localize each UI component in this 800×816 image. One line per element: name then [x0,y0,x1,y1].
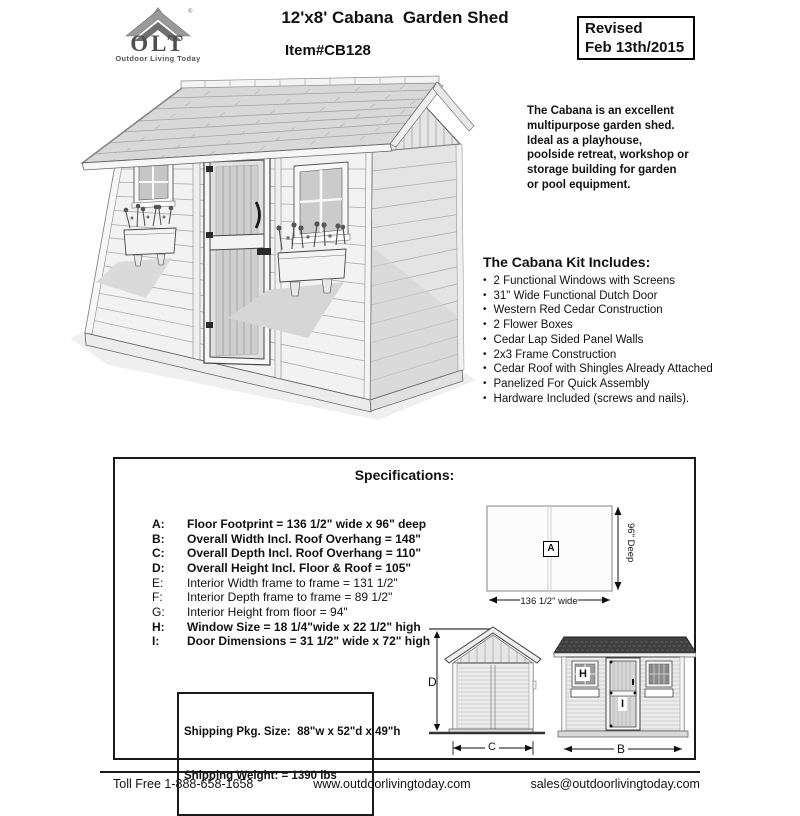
kit-item-text: Cedar Lap Sided Panel Walls [493,333,644,346]
list-item [483,348,763,363]
spec-row: B: Overall Width Incl. Roof Overhang = 148" [152,531,421,546]
dutch-door [204,144,271,365]
shed-illustration [60,70,480,430]
list-item [483,274,763,289]
side-elevation-drawing [550,623,696,758]
hinge [206,166,213,172]
height-dimension-label: D [428,675,437,689]
list-item [483,392,763,407]
list-item [483,377,763,392]
floor-plan-diagram [485,499,650,611]
footer-phone: Toll Free 1-888-658-1658 [113,777,254,791]
spec-row: F: Interior Depth frame to frame = 89 1/2" [152,589,393,604]
flower-box [124,228,176,255]
front-elevation-diagram [427,619,552,759]
kit-item-text: Western Red Cedar Construction [493,304,663,317]
product-description: The Cabana is an excellent multipurpose garden shed. Ideal as a playhouse, poolside retreat, workshop or storage building for garden or pool equipment. [527,105,689,191]
list-item [483,318,763,333]
shipping-weight: Shipping Weight: = 1390 lbs [184,769,337,782]
revised-date: Feb 13th/2015 [585,39,685,56]
front-elevation-drawing [427,619,552,759]
window-label-h: H [576,667,590,681]
floor-plan-label-a: A [543,541,559,557]
svg-text:®: ® [188,9,193,15]
bullet-icon: • [483,392,487,404]
brand-name: OLT [130,31,186,56]
page-title: 12'x8' Cabana Garden Shed [281,8,509,27]
footer-email: sales@outdoorlivingtoday.com [530,777,700,791]
side-elevation-diagram [550,623,696,758]
list-item [483,303,763,318]
item-number: Item#CB128 [285,42,371,59]
spec-row: H: Window Size = 18 1/4"wide x 22 1/2" high [152,619,421,634]
kit-item-text: Cedar Roof with Shingles Already Attached [493,363,713,376]
bullet-icon: • [483,333,487,345]
spec-row: D: Overall Height Incl. Floor & Roof = 105" [152,560,412,575]
floor-width-dimension: 136 1/2" wide [520,596,578,607]
floor-depth-dimension: 96" Deep [625,523,636,563]
hinge [206,232,213,238]
list-item [483,362,763,377]
kit-item-text: 31" Wide Functional Dutch Door [493,289,658,302]
footer-divider [100,771,700,773]
bullet-icon: • [483,348,487,360]
specifications-box [113,457,696,782]
kit-item-text: 2x3 Frame Construction [493,348,617,361]
bullet-icon: • [483,363,487,375]
footer [100,777,700,791]
spec-row: C: Overall Depth Incl. Roof Overhang = 110" [152,545,422,560]
bullet-icon: • [483,275,487,286]
footer-website: www.outdoorlivingtoday.com [313,777,471,791]
kit-list [483,274,763,406]
spec-row: E: Interior Width frame to frame = 131 1/2" [152,575,398,590]
hinge [206,322,213,328]
spec-row: A: Floor Footprint = 136 1/2" wide x 96" deep [152,516,427,531]
list-item [483,333,763,348]
kit-item-text: 2 Flower Boxes [493,319,573,332]
door-label-i: I [618,697,627,711]
kit-item-text: 2 Functional Windows with Screens [493,275,676,287]
kit-item-text: Panelized For Quick Assembly [493,377,650,390]
bullet-icon: • [483,289,487,301]
door-latch [257,248,271,255]
revised-label: Revised [585,20,643,37]
spec-row: I: Door Dimensions = 31 1/2" wide x 72" high [152,633,431,648]
bullet-icon: • [483,319,487,331]
depth-dimension-label: C [485,740,499,754]
shipping-size: Shipping Pkg. Size: 88"w x 52"d x 49"h [184,726,401,738]
kit-item-text: Hardware Included (screws and nails). [493,392,690,405]
bullet-icon: • [483,377,487,389]
revised-box [577,16,695,60]
kit-heading: The Cabana Kit Includes: [483,254,651,270]
width-dimension-label: B [614,742,628,756]
list-item [483,289,763,304]
brand-tagline: Outdoor Living Today [115,54,201,63]
specifications-heading: Specifications: [354,467,455,483]
bullet-icon: • [483,304,487,316]
spec-row: G: Interior Height from floor = 94" [152,604,348,619]
flower-box [278,249,346,282]
brand-logo [100,6,216,63]
